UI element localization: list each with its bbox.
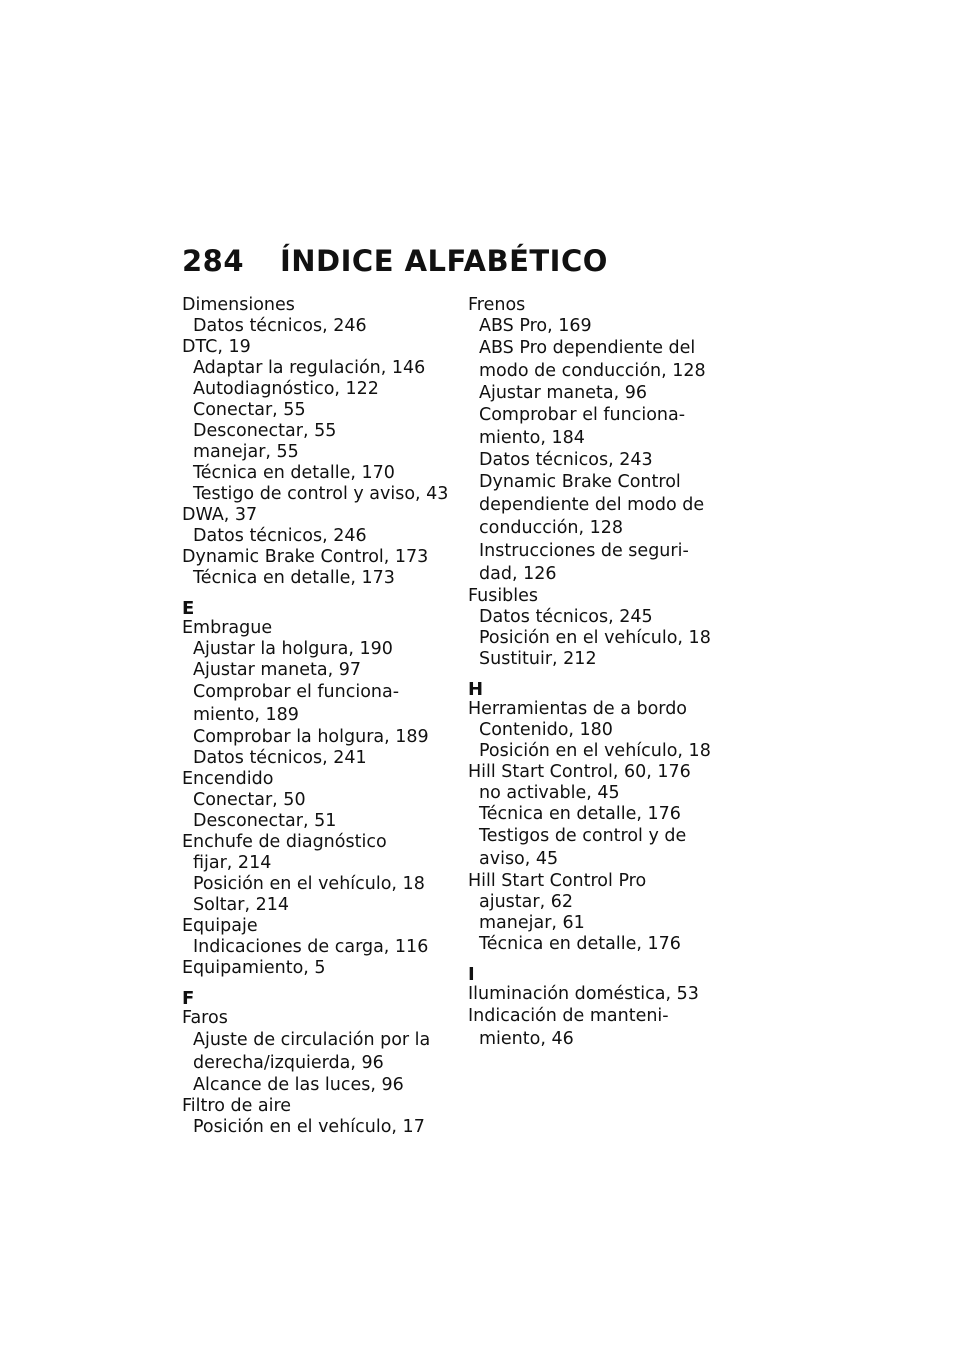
index-subentry: Datos técnicos, 246 [193,316,367,336]
index-subentry: Técnica en detalle, 170 [193,463,395,483]
index-subentry: ABS Pro, 169 [479,316,592,336]
index-subentry: Técnica en detalle, 176 [479,934,681,954]
index-subentry: Técnica en detalle, 176 [479,804,681,824]
index-entry: Equipamiento, 5 [182,958,326,978]
index-subentry: Datos técnicos, 245 [479,607,653,627]
index-subentry [468,471,748,540]
index-subentry: Posición en el vehículo, 18 [479,741,711,761]
index-subentry: Posición en el vehículo, 18 [193,874,425,894]
subentry-line: ABS Pro dependiente del [479,338,696,358]
index-subentry: Alcance de las luces, 96 [193,1075,404,1095]
index-subentry: Indicaciones de carga, 116 [193,937,429,957]
section-letter: I [468,964,475,985]
subentry-line: aviso, 45 [479,849,559,869]
entry-line: Indicación de manteni- [468,1006,669,1026]
index-subentry: Ajustar maneta, 96 [479,383,647,403]
index-column-left [182,295,462,1138]
page-title: ÍNDICE ALFABÉTICO [280,244,608,278]
index-entry: Equipaje [182,916,258,936]
index-entry: Hill Start Control, 60, 176 [468,762,691,782]
index-entry: Frenos [468,295,526,315]
subentry-line: miento, 189 [193,705,299,725]
page-number: 284 [182,244,245,278]
index-entry: Herramientas de a bordo [468,699,688,719]
index-subentry [468,540,748,586]
index-subentry [468,825,748,871]
subentry-line: dependiente del modo de [479,495,705,515]
index-entry: Fusibles [468,586,539,606]
index-entry: DWA, 37 [182,505,258,525]
index-subentry: Conectar, 55 [193,400,306,420]
index-subentry [468,404,748,450]
index-entry: Embrague [182,618,273,638]
index-subentry: Datos técnicos, 243 [479,450,653,470]
index-subentry: Desconectar, 51 [193,811,337,831]
index-subentry [468,337,748,383]
index-entry: Enchufe de diagnóstico [182,832,387,852]
index-entry: Iluminación doméstica, 53 [468,984,699,1004]
index-entry: Hill Start Control Pro [468,871,647,891]
subentry-line: Comprobar el funciona- [479,405,686,425]
subentry-line: conducción, 128 [479,518,624,538]
index-entry-wrapped [468,1005,748,1051]
index-subentry: no activable, 45 [479,783,620,803]
index-subentry: Comprobar la holgura, 189 [193,727,429,747]
section-letter: E [182,598,195,619]
index-subentry: Contenido, 180 [479,720,613,740]
subentry-line: Instrucciones de seguri- [479,541,689,561]
index-subentry [182,1029,462,1075]
index-subentry: ajustar, 62 [479,892,573,912]
index-subentry: Posición en el vehículo, 18 [479,628,711,648]
index-subentry: Posición en el vehículo, 17 [193,1117,425,1137]
subentry-line: Testigos de control y de [479,826,687,846]
subentry-line: derecha/izquierda, 96 [193,1053,384,1073]
index-subentry: Ajustar la holgura, 190 [193,639,393,659]
index-subentry: Autodiagnóstico, 122 [193,379,379,399]
index-subentry: Soltar, 214 [193,895,289,915]
index-subentry: Sustituir, 212 [479,649,597,669]
section-letter: F [182,988,195,1009]
index-entry: Faros [182,1008,228,1028]
index-entry: DTC, 19 [182,337,251,357]
subentry-line: miento, 184 [479,428,585,448]
page-header [182,244,608,278]
index-subentry: Ajustar maneta, 97 [193,660,361,680]
index-subentry: manejar, 61 [479,913,585,933]
index-column-right [468,295,748,1051]
subentry-line: Comprobar el funciona- [193,682,400,702]
section-letter: H [468,679,484,700]
index-subentry: Adaptar la regulación, 146 [193,358,426,378]
index-subentry: Desconectar, 55 [193,421,337,441]
index-subentry: Conectar, 50 [193,790,306,810]
index-entry: Dynamic Brake Control, 173 [182,547,429,567]
index-subentry: manejar, 55 [193,442,299,462]
index-entry: Encendido [182,769,274,789]
index-subentry: Técnica en detalle, 173 [193,568,395,588]
index-subentry: fijar, 214 [193,853,272,873]
index-subentry [182,681,462,727]
index-subentry: Datos técnicos, 241 [193,748,367,768]
index-subentry: Testigo de control y aviso, 43 [193,484,449,504]
subentry-line: Dynamic Brake Control [479,472,681,492]
subentry-line: dad, 126 [479,564,557,584]
index-entry: Filtro de aire [182,1096,292,1116]
subentry-line: Ajuste de circulación por la [193,1030,431,1050]
index-entry: Dimensiones [182,295,295,315]
entry-line: miento, 46 [479,1029,574,1049]
index-subentry: Datos técnicos, 246 [193,526,367,546]
subentry-line: modo de conducción, 128 [479,361,706,381]
